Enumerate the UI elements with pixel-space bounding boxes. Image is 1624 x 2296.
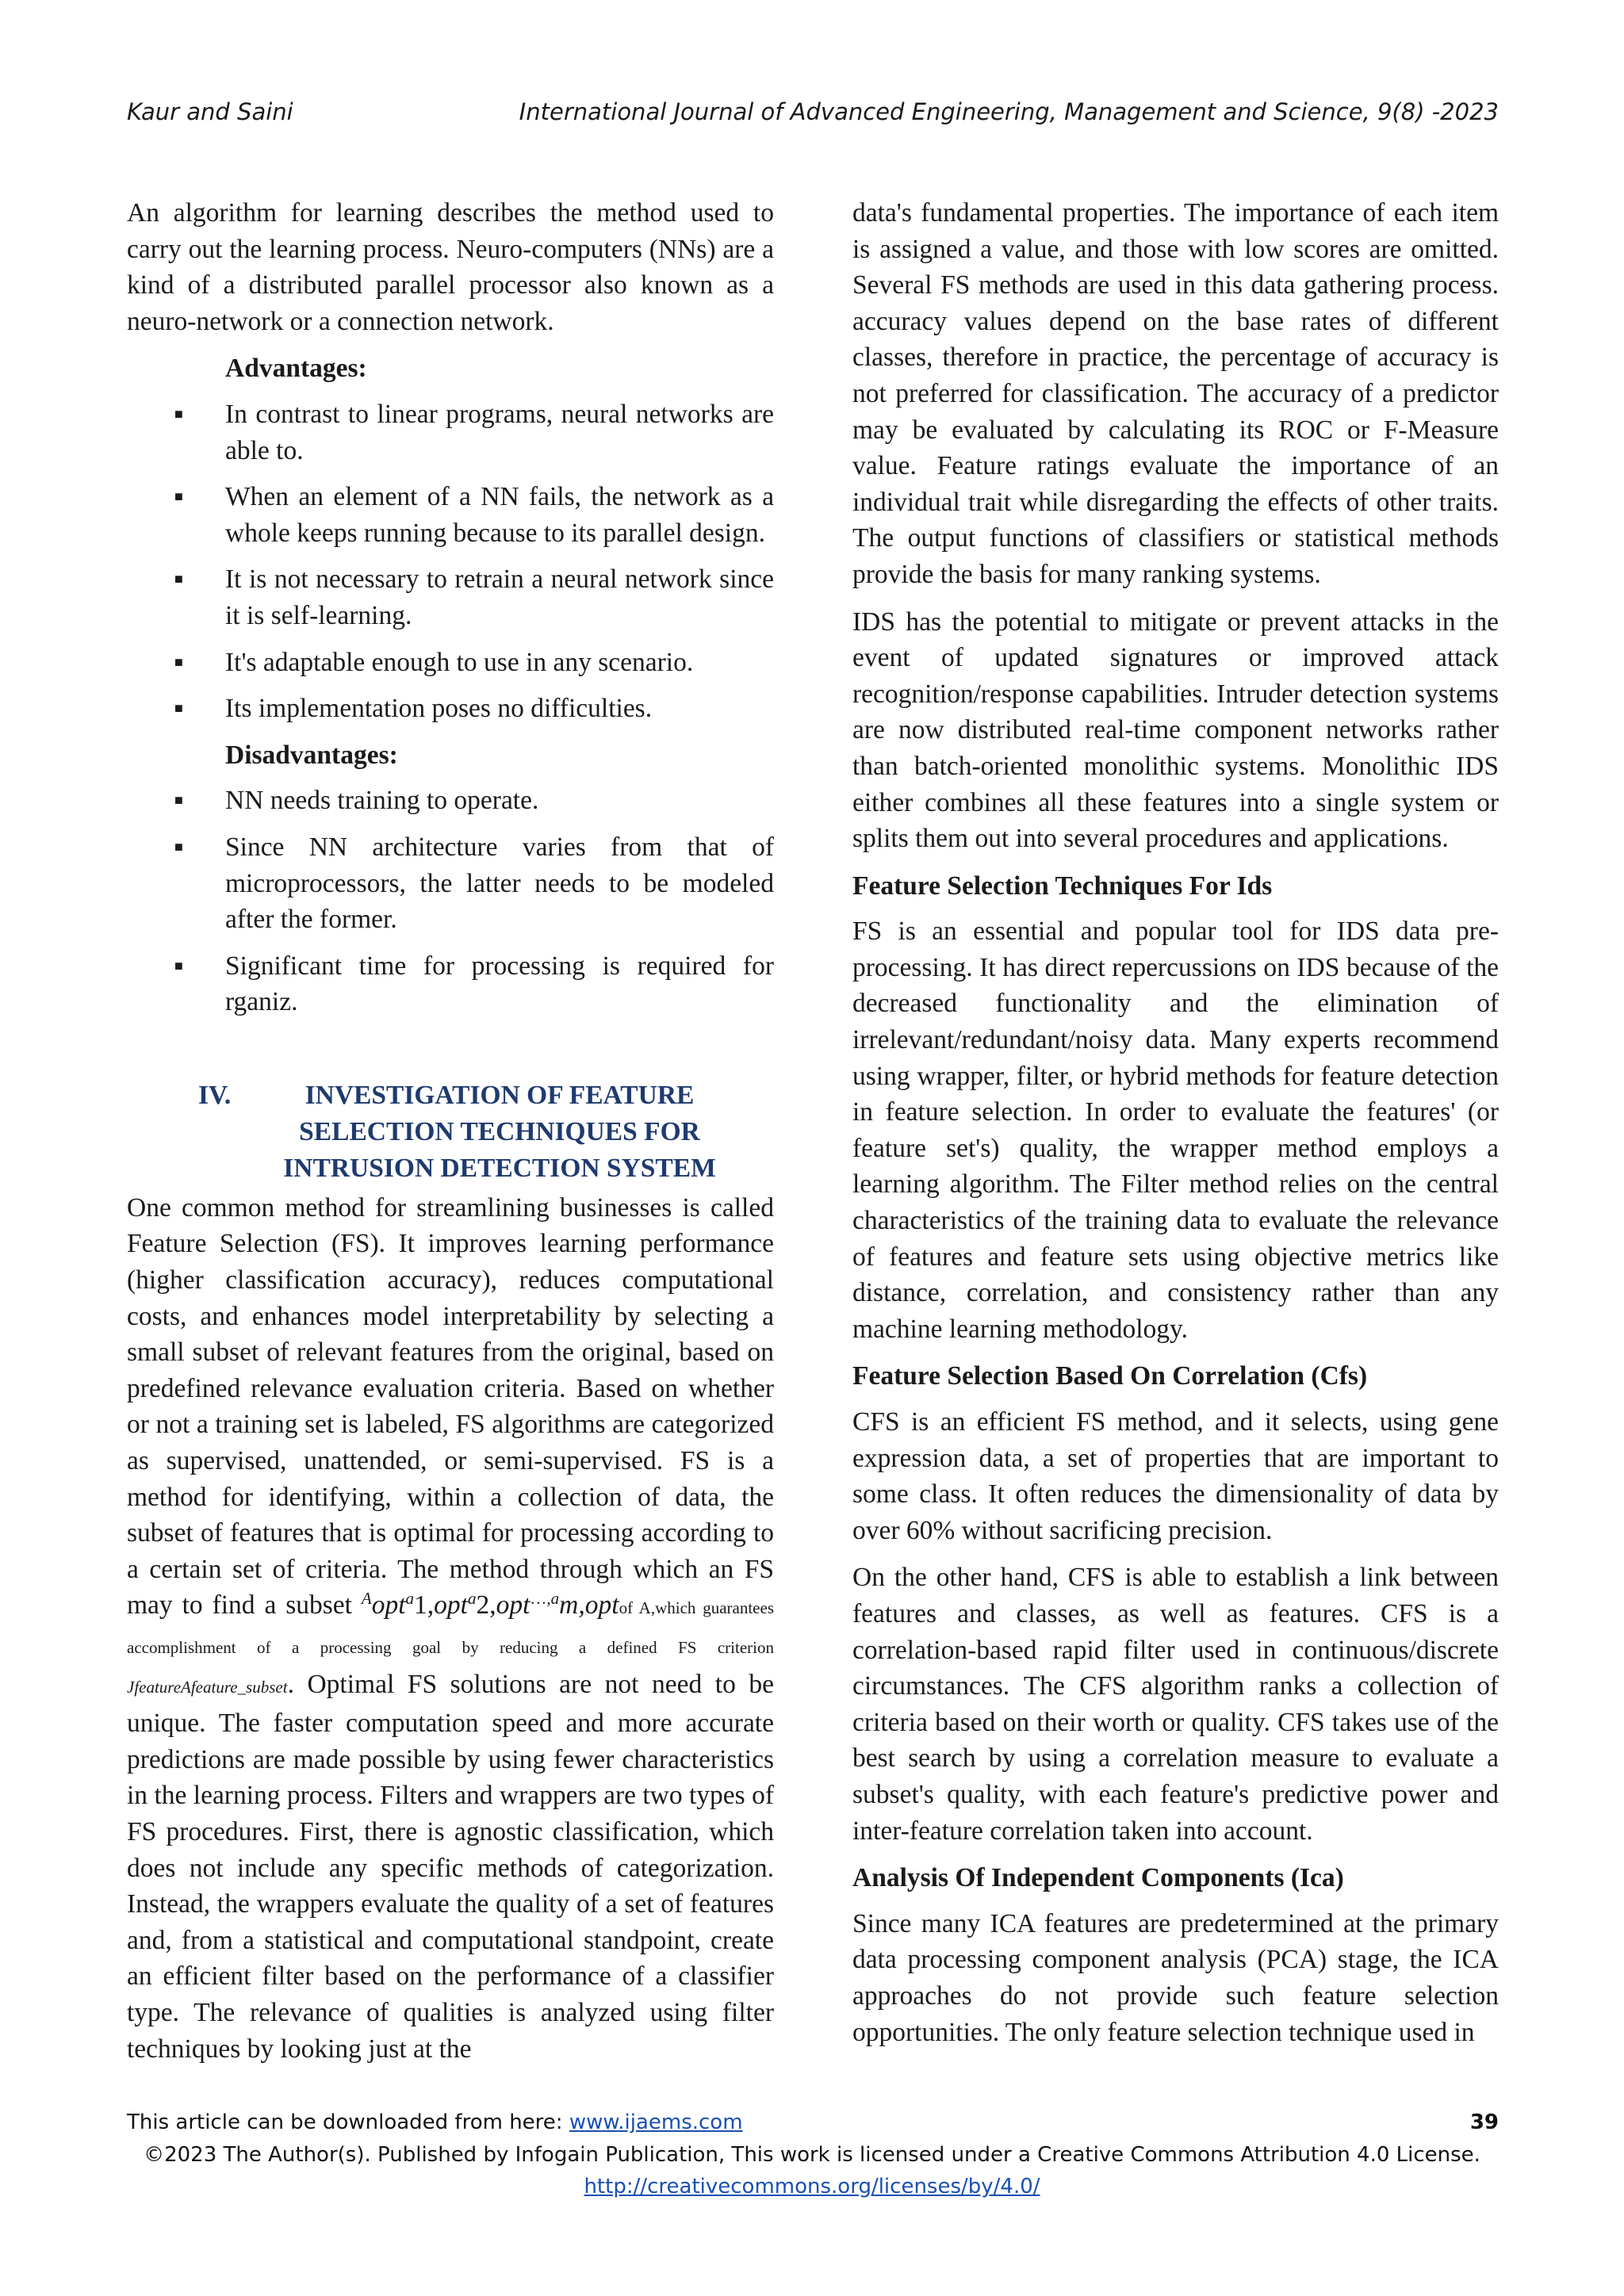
disadvantages-heading: Disadvantages:	[225, 740, 398, 770]
list-item-text: NN needs training to operate.	[225, 786, 539, 816]
body-paragraph: Since many ICA features are predetermined at the primary data processing component analysis (PCA) stage, the ICA approaches do not provide such feature selection opportunities. The only feature selection technique used in	[852, 1908, 1499, 2047]
list-item-text: Its implementation poses no difficulties.	[225, 694, 653, 724]
header-authors: Kaur and Saini	[127, 98, 293, 125]
list-item	[127, 645, 774, 681]
subsection-heading: Feature Selection Based On Correlation (Cfs)	[852, 1361, 1368, 1391]
list-item	[127, 479, 774, 551]
footer-license: ©2023 The Author(s). Published by Infogain Publication, This work is licensed under a Creative Commons Attribution 4.0 License.	[144, 2143, 1480, 2167]
journal-link[interactable]: www.ijaems.com	[569, 2110, 743, 2134]
list-item	[127, 783, 774, 819]
list-item	[127, 691, 774, 727]
subsection-heading: Feature Selection Techniques For Ids	[852, 871, 1273, 901]
list-item	[127, 396, 774, 469]
advantages-heading: Advantages:	[225, 354, 367, 384]
bullet-square-icon: ■	[174, 405, 183, 422]
license-link[interactable]: http://creativecommons.org/licenses/by/4.0/	[584, 2175, 1040, 2198]
math-symbol: a	[467, 1589, 477, 1609]
bullet-square-icon: ■	[174, 838, 183, 855]
list-item	[127, 561, 774, 633]
section-number: IV.	[198, 1080, 232, 1110]
fs-paragraph	[127, 1190, 774, 2067]
footer-download-text: This article can be downloaded from here:	[127, 2110, 569, 2134]
section-title-line: INTRUSION DETECTION SYSTEM	[283, 1153, 716, 1183]
disadvantages-list	[127, 783, 774, 1020]
section-title	[127, 1077, 774, 1187]
footer-license-link-row	[0, 2175, 1624, 2198]
math-symbol: …,	[530, 1589, 551, 1609]
body-paragraph: FS is an essential and popular tool for IDS data pre-processing. It has direct repercussions on IDS because of the decreased functionality and the elimination of irrelevant/redundant/noisy data. Many experts recommend using wrapper, filter, or hybrid methods for feature detection in feature selection. In order to evaluate the features' (or feature set's) quality, the wrapper method employs a learning algorithm. The Filter method relies on the central characteristics of the training data to evaluate the relevance of features and feature sets using objective metrics like distance, correlation, and consistency rather than any machine learning methodology.	[852, 916, 1499, 1344]
fs-paragraph-text: . Optimal FS solutions are not need to be unique. The faster computation speed and more accurate predictions are made possible by using fewer characteristics in the learning process. Filters and wrappers are two types of FS procedures. First, there is agnostic classification, which does not include any specific methods of categorization. Instead, the wrappers evaluate the quality of a set of features and, from a statistical and computational standpoint, create an efficient filter based on the performance of a classifier type. The relevance of qualities is analyzed using filter techniques by looking just at the	[127, 1669, 774, 2064]
header-journal: International Journal of Advanced Engineering, Management and Science, 9(8) -2023	[519, 98, 1499, 125]
bullet-square-icon: ■	[174, 571, 183, 587]
list-item-text: Since NN architecture varies from that of microprocessors, the latter needs to be modeled after the former.	[225, 832, 774, 935]
page-number: 39	[1469, 2110, 1499, 2134]
math-symbol: A	[361, 1589, 372, 1609]
bullet-square-icon: ■	[174, 653, 183, 670]
list-item	[127, 948, 774, 1020]
bullet-square-icon: ■	[174, 792, 183, 809]
bullet-square-icon: ■	[174, 488, 183, 505]
list-item-text: It's adaptable enough to use in any scenario.	[225, 647, 694, 677]
list-item-text: Significant time for processing is required for rganiz.	[225, 951, 774, 1017]
intro-paragraph: An algorithm for learning describes the method used to carry out the learning process. Neuro-computers (NNs) are a kind of a distributed parallel processor also known as a neuro-network or a connection network.	[127, 198, 774, 336]
body-paragraph: IDS has the potential to mitigate or prevent attacks in the event of updated signatures or improved attack recognition/response capabilities. Intruder detection systems are now distributed real-time component networks rather than batch-oriented monolithic systems. Monolithic IDS either combines all these features into a single system or splits them out into several procedures and applications.	[852, 607, 1499, 854]
small-text: of A,which guarantees accomplishment of a processing goal by reducing a defined FS criterion	[127, 1598, 774, 1657]
section-title-line: INVESTIGATION OF FEATURE	[304, 1080, 695, 1110]
list-item-text: When an element of a NN fails, the network as a whole keeps running because to its parallel design.	[225, 482, 774, 548]
math-symbol: 1,	[414, 1590, 435, 1621]
left-column	[127, 195, 774, 2078]
bullet-square-icon: ■	[174, 957, 183, 974]
math-symbol: a	[405, 1589, 415, 1609]
list-item-text: It is not necessary to retrain a neural network since it is self-learning.	[225, 564, 774, 630]
list-item-text: In contrast to linear programs, neural networks are able to.	[225, 399, 774, 465]
footer-download	[127, 2110, 743, 2134]
math-symbol: JfeatureAfeature_subset	[127, 1677, 288, 1697]
math-symbol: 2,	[476, 1590, 496, 1621]
math-symbol: opt	[434, 1590, 468, 1621]
fs-paragraph-text: One common method for streamlining businesses is called Feature Selection (FS). It improves learning performance (higher classification accuracy), reduces computational costs, and enhances model interpretability by selecting a small subset of relevant features from the original, based on predefined relevance evaluation criteria. Based on whether or not a training set is labeled, FS algorithms are categorized as supervised, unattended, or semi-supervised. FS is a method for identifying, within a collection of data, the subset of features that is optimal for processing according to a certain set of criteria. The method through which an FS may to find a subset	[127, 1192, 774, 1621]
math-symbol: opt	[584, 1590, 619, 1621]
subsection-heading: Analysis Of Independent Components (Ica)	[852, 1863, 1344, 1893]
math-symbol: opt	[496, 1590, 530, 1621]
math-symbol: m,	[559, 1590, 585, 1621]
advantages-list	[127, 396, 774, 727]
math-symbol: a	[550, 1589, 560, 1609]
body-paragraph: CFS is an efficient FS method, and it selects, using gene expression data, a set of properties that are important to some class. It often reduces the dimensionality of data by over 60% without sacrificing precision.	[852, 1407, 1499, 1545]
list-item	[127, 829, 774, 938]
math-symbol: opt	[371, 1590, 406, 1621]
bullet-square-icon: ■	[174, 700, 183, 717]
section-title-line: SELECTION TECHNIQUES FOR	[299, 1116, 700, 1146]
body-paragraph: data's fundamental properties. The importance of each item is assigned a value, and those with low scores are omitted. Several FS methods are used in this data gathering process. accuracy values depend on the base rates of different classes, therefore in practice, the percentage of accuracy is not preferred for classification. The accuracy of a predictor may be evaluated by calculating its ROC or F-Measure value. Feature ratings evaluate the importance of an individual trait while disregarding the effects of other traits. The output functions of classifiers or statistical methods provide the basis for many ranking systems.	[852, 198, 1499, 589]
body-paragraph: On the other hand, CFS is able to establish a link between features and classes, as well as features. CFS is a correlation-based rapid filter used in continuous/discrete circumstances. The CFS algorithm ranks a collection of criteria based on their worth or quality. CFS takes use of the best search by using a correlation measure to evaluate a subset's quality, with each feature's predictive power and inter-feature correlation taken into account.	[852, 1563, 1499, 1846]
right-column	[852, 195, 1499, 2061]
